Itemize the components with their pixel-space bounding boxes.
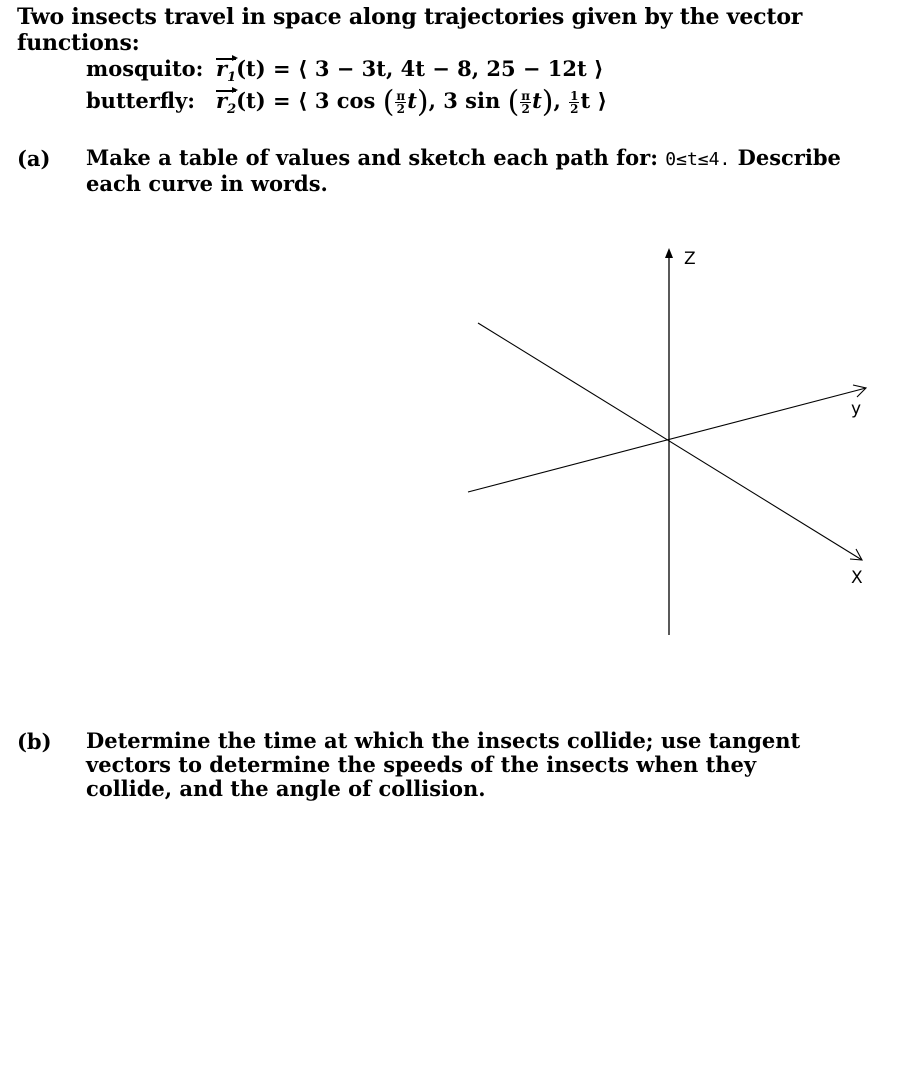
part-a-text: Make a table of values and sketch each path for: 0≤t≤4. Describe each curve in words. xyxy=(86,145,841,196)
butterfly-label: butterfly: xyxy=(86,88,195,113)
butterfly-equation: butterfly: $r_2(t)$ = ⟨ 3 cos ( $\frac{\pi}{2}$ t), 3 sin ( $\frac{\pi}{2}$ t), $\frac{1}{2}$ t ⟩ xyxy=(86,84,608,120)
mosquito-label: mosquito: xyxy=(86,56,204,81)
x-axis xyxy=(478,323,862,560)
part-a-label: (a) xyxy=(17,146,51,171)
x-axis-label: X xyxy=(851,568,863,588)
one-half-fraction: $\frac{1}{2}$ xyxy=(570,89,579,116)
mosquito-components: ⟨ 3 − 3t, 4t − 8, 25 − 12t ⟩ xyxy=(297,56,604,81)
r1-vector-symbol: $r_1$ xyxy=(216,56,237,86)
part-b-text: Determine the time at which the insects collide; use tangent vectors to determine the speeds of the insects when they collide, and the angle of collision. xyxy=(86,728,801,801)
part-b-label: (b) xyxy=(17,729,52,754)
intro-text: Two insects travel in space along trajectories given by the vector functions: xyxy=(17,4,803,56)
y-axis-label: y xyxy=(851,399,862,419)
mosquito-equation: mosquito: $r_1(t)$ = ⟨ 3 − 3t, 4t − 8, 25 − 12t ⟩ xyxy=(86,56,604,86)
pi-over-two-fraction-2: $\frac{\pi}{2}$ xyxy=(521,89,531,116)
z-axis-arrowhead xyxy=(665,248,673,258)
pi-over-two-fraction: $\frac{\pi}{2}$ xyxy=(396,89,406,116)
z-axis-label: Z xyxy=(684,249,696,269)
time-inequality: 0≤t≤4. xyxy=(665,149,731,170)
r2-vector-symbol: $r_2$ xyxy=(216,88,237,118)
